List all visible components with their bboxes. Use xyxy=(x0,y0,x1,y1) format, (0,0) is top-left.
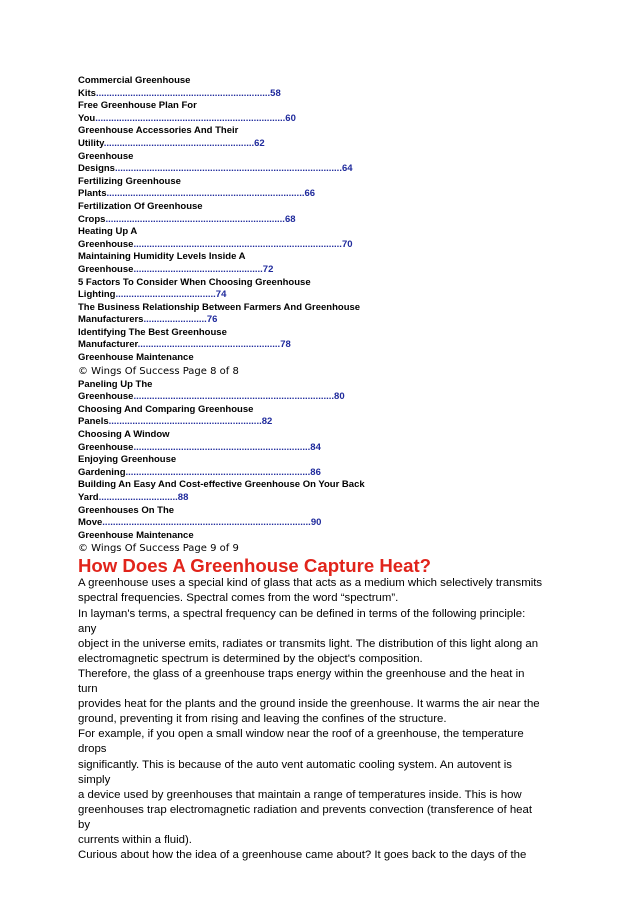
toc-page-number: 82 xyxy=(261,416,273,428)
body-line: greenhouses trap electromagnetic radiation and prevents convection (transference of heat xyxy=(78,803,533,816)
body-line: drops xyxy=(78,743,107,756)
page-footer: © Wings Of Success Page 8 of 8 xyxy=(78,365,239,377)
body-line: any xyxy=(78,622,97,635)
toc-entry-link[interactable] xyxy=(78,163,564,176)
toc-page-number: 62 xyxy=(254,137,265,149)
body-line: simply xyxy=(78,773,111,786)
toc-entry-title: Greenhouse Accessories And Their xyxy=(78,125,239,137)
toc-entry-link[interactable] xyxy=(78,289,564,302)
toc-page-number: 78 xyxy=(280,339,291,351)
toc-page-number: 64 xyxy=(341,163,353,175)
toc-entry-title: Identifying The Best Greenhouse xyxy=(78,326,227,338)
toc-dot-leader: ................................................. xyxy=(133,263,263,275)
toc-dot-leader: ......................................................... xyxy=(103,137,255,149)
body-line: electromagnetic spectrum is determined by the object's composition. xyxy=(78,652,423,665)
toc-entry-link[interactable] xyxy=(78,214,564,227)
toc-entry-lead-word: Panels xyxy=(78,416,109,428)
toc-page-number: 68 xyxy=(284,213,296,225)
body-text xyxy=(78,576,564,863)
toc-entry-link[interactable] xyxy=(78,239,564,252)
toc-entry-title: Enjoying Greenhouse xyxy=(78,454,177,466)
toc-entry-title: Commercial Greenhouse xyxy=(78,75,191,86)
toc-entry-title: The Business Relationship Between Farmers And Greenhouse xyxy=(78,301,361,313)
body-line: by xyxy=(78,818,91,831)
toc-entry-lead-word: Lighting xyxy=(78,289,116,301)
toc-entry-lead-word: Manufacturers xyxy=(78,314,144,326)
toc-dot-leader: .......................................................... xyxy=(108,416,262,428)
toc-page-number: 72 xyxy=(262,263,274,275)
toc-dot-leader: .............................. xyxy=(98,492,178,503)
toc-entry-lead-word: Utility xyxy=(78,137,104,149)
toc-entry-lead-word: Greenhouse xyxy=(78,441,134,453)
toc-page-number: 60 xyxy=(285,112,296,124)
toc-entry-lead-word: Manufacturer xyxy=(78,339,138,351)
toc-page-number: 84 xyxy=(310,441,321,453)
toc-entry-link[interactable] xyxy=(78,88,564,101)
toc-entry-title: 5 Factors To Consider When Choosing Greenhouse xyxy=(78,276,311,288)
toc-entry-title: Maintaining Humidity Levels Inside A xyxy=(78,251,246,263)
toc-dot-leader: ...................................................................................... xyxy=(114,163,342,175)
toc-entry-link[interactable] xyxy=(78,416,564,429)
toc-entry-title: Greenhouse xyxy=(78,150,134,162)
toc-dot-leader: ............................................................................ xyxy=(133,391,335,403)
toc-page-number: 74 xyxy=(215,289,227,301)
document-page xyxy=(78,75,564,863)
toc-entry-link[interactable] xyxy=(78,442,564,455)
body-line: ground, preventing it from rising and leaving the confines of the structure. xyxy=(78,713,447,726)
toc-entry-lead-word: Plants xyxy=(78,188,107,200)
toc-page-number: 66 xyxy=(304,188,316,200)
toc-entry-lead-word: Kits xyxy=(78,87,96,99)
toc-entry-link[interactable] xyxy=(78,113,564,126)
toc-dot-leader: ................................................................... xyxy=(133,441,311,453)
toc-entry-link[interactable] xyxy=(78,492,564,505)
toc-entry-link[interactable] xyxy=(78,467,564,480)
toc-entry-title: Free Greenhouse Plan For xyxy=(78,100,197,112)
toc-entry-title: Greenhouses On The xyxy=(78,504,175,516)
body-line: provides heat for the plants and the ground inside the greenhouse. It warms the air near the xyxy=(78,698,540,711)
toc-dot-leader: .................................................................. xyxy=(95,87,271,99)
toc-dot-leader: .................................................................... xyxy=(105,213,285,225)
section-heading: How Does A Greenhouse Capture Heat? xyxy=(78,555,431,577)
toc-dot-leader: ...................................... xyxy=(115,289,216,301)
toc-page-number: 88 xyxy=(177,492,189,503)
toc-entry-lead-word: Designs xyxy=(78,163,115,175)
body-line: For example, if you open a small window near the roof of a greenhouse, the temperature xyxy=(78,728,524,741)
page-footer: © Wings Of Success Page 9 of 9 xyxy=(78,543,239,555)
toc-dot-leader: ........................................................................... xyxy=(106,188,305,200)
toc-page-number: 80 xyxy=(334,391,345,403)
toc-dot-leader: ...................................................... xyxy=(137,339,281,351)
body-line: object in the universe emits, radiates or transmits light. The distribution of this light along an xyxy=(78,637,539,650)
toc-entry-title: Choosing And Comparing Greenhouse xyxy=(78,403,254,415)
body-line: a device used by greenhouses that maintain a range of temperatures inside. This is how xyxy=(78,788,522,801)
toc-entry-title: Choosing A Window xyxy=(78,429,170,441)
toc-entry-link[interactable] xyxy=(78,517,564,530)
toc-page-number: 90 xyxy=(310,517,322,529)
toc-dot-leader: ........................................................................ xyxy=(95,112,286,124)
body-line: In layman's terms, a spectral frequency can be defined in terms of the following principle: xyxy=(78,607,526,620)
toc-dot-leader: ............................................................................... xyxy=(133,238,342,250)
toc-entry-lead-word: Crops xyxy=(78,213,106,225)
toc-entry-link[interactable] xyxy=(78,264,564,277)
toc-entry-lead-word: You xyxy=(78,112,96,124)
toc-entry-link[interactable] xyxy=(78,314,564,327)
toc-entry-title: Paneling Up The xyxy=(78,378,153,390)
table-of-contents-continued xyxy=(78,379,564,530)
toc-entry-title: Fertilizing Greenhouse xyxy=(78,175,181,187)
toc-entry-lead-word: Greenhouse xyxy=(78,391,134,403)
toc-page-number: 70 xyxy=(341,238,353,250)
toc-entry-title: Fertilization Of Greenhouse xyxy=(78,200,203,212)
body-line: turn xyxy=(78,683,98,696)
toc-page-number: 58 xyxy=(270,87,281,99)
toc-dot-leader: ........................ xyxy=(143,314,207,326)
body-line: Therefore, the glass of a greenhouse traps energy within the greenhouse and the heat in xyxy=(78,667,525,680)
body-line: Curious about how the idea of a greenhouse came about? It goes back to the days of the xyxy=(78,849,527,862)
toc-entry-lead-word: Greenhouse xyxy=(78,238,134,250)
toc-page-number: 86 xyxy=(310,466,321,478)
toc-entry-lead-word: Gardening xyxy=(78,466,126,478)
toc-entry-link[interactable] xyxy=(78,138,564,151)
body-line: spectral frequencies. Spectral comes from the word “spectrum”. xyxy=(78,592,399,605)
toc-entry-title: Heating Up A xyxy=(78,226,138,238)
body-line: A greenhouse uses a special kind of glass that acts as a medium which selectively transmits xyxy=(78,577,543,590)
toc-dot-leader: ............................................................................... xyxy=(102,517,311,529)
toc-trailing-entry: Greenhouse Maintenance xyxy=(78,529,194,541)
toc-entry-lead-word: Yard xyxy=(78,492,99,503)
body-line: significantly. This is because of the auto vent automatic cooling system. An autovent is xyxy=(78,758,512,771)
toc-trailing-entry: Greenhouse Maintenance xyxy=(78,352,194,364)
toc-entry-lead-word: Move xyxy=(78,517,103,529)
toc-page-number: 76 xyxy=(206,314,218,326)
toc-entry-lead-word: Greenhouse xyxy=(78,263,134,275)
body-line: currents within a fluid). xyxy=(78,833,192,846)
toc-entry-link[interactable] xyxy=(78,391,564,404)
toc-dot-leader: ...................................................................... xyxy=(125,466,311,478)
toc-entry-link[interactable] xyxy=(78,188,564,201)
table-of-contents xyxy=(78,75,564,352)
toc-entry-link[interactable] xyxy=(78,339,564,352)
toc-entry-title: Building An Easy And Cost-effective Greenhouse On Your Back xyxy=(78,479,365,491)
